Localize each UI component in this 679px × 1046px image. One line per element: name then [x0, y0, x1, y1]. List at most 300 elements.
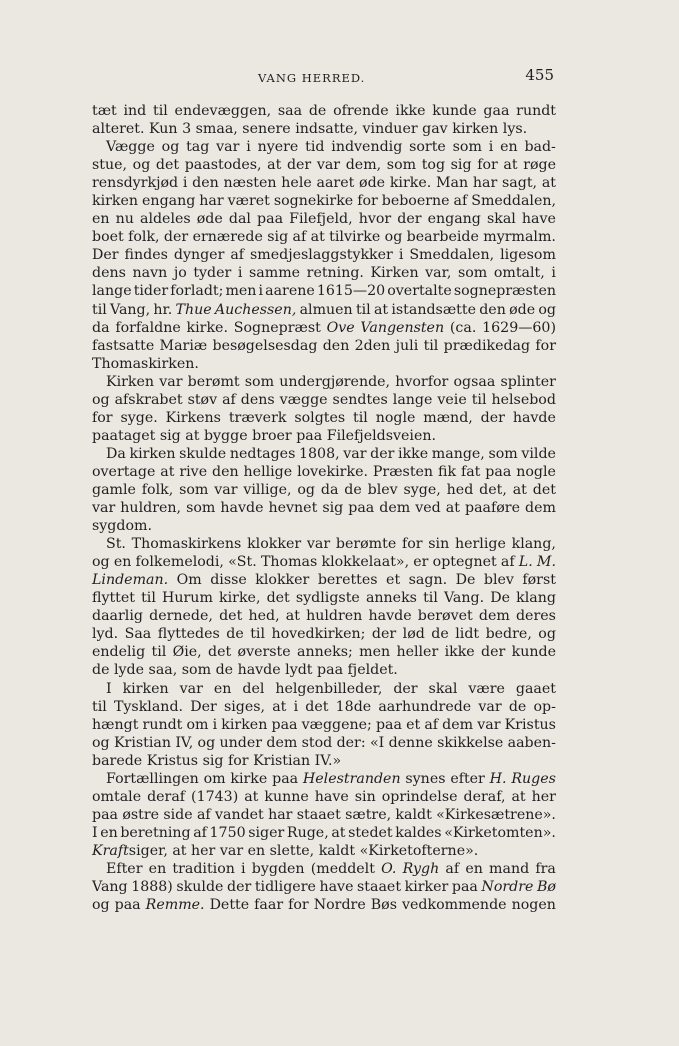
text-word: at [160, 463, 175, 480]
text-word: havde [368, 608, 412, 625]
text-word: været [227, 193, 270, 210]
text-line [92, 228, 556, 246]
text-word: kunde [511, 644, 556, 661]
text-word: Kirken [106, 373, 155, 390]
text-word: villige, [243, 481, 292, 498]
text-line [92, 246, 556, 264]
text-word: «Kirketofterne». [359, 842, 479, 859]
text-word: indsatte, [295, 121, 363, 138]
text-line [92, 102, 556, 120]
text-word: som [186, 500, 216, 517]
text-word: paa [317, 662, 348, 679]
text-line [92, 481, 556, 499]
running-title: VANG HERRED. [258, 71, 366, 85]
text-word: Dette [209, 897, 250, 914]
text-word: IV.» [314, 752, 342, 769]
text-word: slette, [269, 842, 319, 859]
text-word: tilvirke [329, 229, 381, 246]
text-word: rensdyrkjød [92, 175, 179, 192]
text-word: dens [240, 391, 275, 408]
text-word: «Kirkesætrene». [436, 806, 556, 823]
text-word: østre [122, 806, 160, 823]
text-word: og [538, 626, 556, 643]
text-word: helgenbilleder, [275, 680, 383, 697]
text-word: at [512, 481, 527, 498]
text-word: rundt [516, 103, 556, 119]
text-word: sig [159, 427, 186, 444]
text-word: for [535, 337, 556, 354]
body-text [92, 102, 556, 914]
text-word: lange [392, 391, 433, 408]
text-word: splinter [500, 373, 556, 390]
text-word: M. [536, 554, 556, 571]
text-word: de [508, 698, 527, 715]
text-word: omtalt, [493, 265, 545, 282]
text-line [92, 174, 556, 192]
text-word: at [285, 608, 300, 625]
text-word: dynger [173, 247, 225, 264]
text-line [92, 355, 556, 373]
text-word: en [500, 139, 518, 156]
text-word: træverk [228, 409, 287, 426]
text-word: en [148, 860, 167, 877]
text-word: Thomaskirkens [131, 536, 242, 553]
text-word: Kristian [253, 752, 315, 769]
text-word: Præsten [372, 463, 434, 480]
text-word: det, [479, 481, 507, 498]
text-word: de [344, 481, 362, 498]
text-line [92, 752, 556, 770]
text-word: var, [425, 265, 452, 282]
text-line [92, 661, 556, 679]
text-word: hængt [92, 716, 139, 733]
text-word: bedre, [485, 626, 532, 643]
text-word: ofrende [333, 103, 389, 119]
text-word: her [531, 788, 556, 805]
text-word: endevæggen, [174, 103, 272, 119]
text-word: at [503, 157, 518, 174]
text-word: H. [489, 770, 507, 787]
text-word: flyttet [92, 590, 135, 607]
text-word: øde [196, 211, 223, 228]
text-word: et [386, 572, 401, 589]
text-word: der [370, 445, 395, 462]
text-line [92, 770, 556, 788]
text-word: kirker [404, 879, 449, 896]
text-word: for [401, 536, 423, 553]
text-word: (1743) [191, 788, 239, 805]
text-word: kirken [129, 445, 176, 462]
text-word: paa [348, 500, 375, 517]
text-word: kirke. [389, 175, 432, 192]
text-word: paa [271, 716, 298, 733]
text-word: en [465, 860, 483, 877]
text-word: huldren [306, 608, 363, 625]
text-word: under [219, 734, 263, 751]
text-word: efter [450, 770, 485, 787]
text-word: som [452, 139, 482, 156]
text-word: Sognepræst [233, 319, 321, 336]
text-line [92, 337, 556, 355]
text-word: Tyskland. [113, 698, 184, 715]
text-word: sin [354, 788, 376, 805]
text-word: have [319, 879, 354, 896]
text-word: tæt [92, 103, 117, 119]
text-word: var [216, 139, 240, 156]
text-word: Kirkens [165, 409, 221, 426]
text-word: i [488, 139, 494, 156]
text-word: her [191, 842, 220, 859]
text-word: Kirken [370, 265, 419, 282]
text-line [92, 878, 556, 896]
text-word: var [159, 373, 183, 390]
text-word: 1888) [131, 879, 173, 896]
text-word: bygge [203, 427, 253, 444]
text-word: støv [187, 391, 218, 408]
text-word: da [320, 481, 339, 498]
text-word: folkemelodi, [135, 554, 224, 571]
text-word: helsebod [491, 391, 556, 408]
text-word: i [212, 716, 218, 733]
text-word: Lindeman. [92, 572, 169, 589]
text-word: til [423, 590, 438, 607]
text-word: tag [186, 139, 210, 156]
text-word: skal [486, 211, 516, 228]
text-word: ikke [444, 644, 475, 661]
text-word: bad- [524, 139, 556, 156]
text-word: være [468, 680, 505, 697]
text-word: som [244, 373, 275, 390]
text-word: Saa [124, 626, 152, 643]
text-line [92, 427, 556, 445]
text-word: St. [106, 536, 126, 553]
text-line [92, 860, 556, 878]
text-word: er [413, 554, 429, 571]
text-word: Nordre [313, 897, 366, 914]
text-word: den [192, 175, 219, 192]
text-word: Ruge, [286, 824, 329, 841]
text-word: først [522, 572, 556, 589]
text-word: til [353, 409, 368, 426]
text-word: af [424, 716, 439, 733]
text-line [92, 698, 556, 716]
text-word: Auchessen, [214, 301, 297, 318]
text-word: der [480, 409, 505, 426]
text-word: 3 [182, 121, 196, 138]
text-word: men [359, 644, 391, 661]
text-word: Om [176, 572, 202, 589]
text-word: sendtes [332, 391, 388, 408]
text-line [92, 625, 556, 643]
text-word: Bøs [370, 897, 397, 914]
text-word: paa [375, 716, 402, 733]
text-word: at [511, 788, 526, 805]
text-word: synes [405, 770, 446, 787]
text-word: Ove [326, 319, 355, 336]
text-word: faar [254, 897, 284, 914]
text-word: kirken [122, 680, 169, 697]
text-word: paa [92, 806, 118, 823]
text-word: tyder [193, 265, 232, 282]
text-word: Fortællingen [106, 770, 199, 787]
text-word: lovekirke. [297, 463, 368, 480]
text-word: besøgelsesdag [212, 337, 318, 354]
text-word: og [197, 734, 216, 751]
text-word: havde [512, 409, 556, 426]
text-word: tid [305, 139, 325, 156]
text-line [92, 716, 556, 734]
text-line [92, 282, 556, 300]
text-word: de [308, 103, 327, 119]
text-word: sygdom. [92, 518, 152, 535]
text-word: smaa, [195, 121, 243, 138]
text-word: var [316, 157, 341, 174]
text-word: sagt, [502, 175, 538, 192]
text-word: øde [509, 301, 536, 318]
text-word: var [306, 536, 331, 553]
text-word: barede [92, 752, 147, 769]
text-word: dernede, [149, 608, 213, 625]
text-word: den [212, 463, 239, 480]
text-word: af [230, 247, 245, 264]
text-word: til [423, 337, 439, 354]
text-word: da [92, 319, 110, 336]
text-line [92, 373, 556, 391]
text-word: Rygh [402, 860, 440, 877]
text-word: at [244, 788, 259, 805]
text-word: berømt [187, 373, 240, 390]
text-word: og [538, 301, 556, 318]
text-word: kirken [92, 193, 139, 210]
text-line [92, 824, 556, 842]
text-word: solgtes [294, 409, 346, 426]
text-word: og [161, 139, 180, 156]
text-word: paastodes, [184, 157, 262, 174]
text-word: berøvet [417, 608, 473, 625]
text-word: Helestranden [302, 770, 401, 787]
text-word: dal [228, 211, 251, 228]
text-word: syge, [403, 481, 441, 498]
text-word: ind [123, 103, 147, 119]
text-word: bearbeide [406, 229, 479, 246]
text-word: disse [210, 572, 247, 589]
text-word: (meddelt [310, 860, 375, 877]
text-line [92, 806, 556, 824]
text-word: kaldt [395, 806, 432, 823]
text-word: sagn. [408, 572, 448, 589]
text-word: der [397, 211, 422, 228]
text-word: retning. [306, 265, 364, 282]
text-word: ved [415, 500, 441, 517]
text-word: de [431, 626, 449, 643]
text-word: skikkelse [437, 734, 504, 751]
text-word: aaben- [507, 734, 556, 751]
text-word: stue, [92, 157, 128, 174]
text-word: alteret. [92, 121, 149, 138]
text-word: men [225, 283, 257, 300]
text-word: den [322, 337, 350, 354]
text-word: berømte [335, 536, 397, 553]
text-word: paaføre [465, 500, 520, 517]
text-word: nu [115, 211, 134, 228]
text-word: og [297, 481, 315, 498]
text-word: nedtages [229, 445, 296, 462]
text-word: aarhundrede [378, 698, 472, 715]
text-word: de [215, 662, 238, 679]
text-word: sorte [409, 139, 446, 156]
text-word: i [182, 175, 188, 192]
text-line [92, 445, 556, 463]
text-word: af [453, 193, 468, 210]
text-word: op- [533, 698, 556, 715]
text-word: til [92, 698, 107, 715]
text-word: i [241, 860, 246, 877]
text-word: øde [359, 175, 386, 192]
text-word: folk, [128, 229, 160, 246]
text-word: dens [92, 265, 126, 282]
text-word: en [92, 211, 110, 228]
text-word: «I [369, 734, 385, 751]
text-word: en [113, 554, 132, 571]
text-word: herlige [454, 536, 506, 553]
text-word: gaa [483, 103, 510, 119]
text-word: har [472, 175, 498, 192]
text-word: hovedkirken; [271, 626, 366, 643]
text-word: Filefjeld, [289, 211, 353, 228]
text-word: sig [450, 157, 472, 174]
text-word: have [314, 788, 349, 805]
text-word: var [214, 481, 238, 498]
text-word: Vægge [106, 139, 155, 156]
text-word: 2den [354, 337, 391, 354]
text-word: sig [322, 500, 344, 517]
text-word: og [384, 229, 403, 246]
text-word: dem [379, 500, 411, 517]
text-word: skulde [176, 879, 224, 896]
text-word: Nordre [481, 879, 534, 896]
text-word: lange [92, 283, 132, 300]
text-line [92, 571, 556, 589]
text-word: Der [92, 247, 119, 264]
text-word: til [92, 301, 107, 318]
text-word: siger [248, 824, 285, 841]
text-word: havde [220, 500, 264, 517]
text-word: de [226, 626, 244, 643]
text-word: af [500, 554, 515, 571]
text-word: paa [296, 427, 327, 444]
text-word: nogle [516, 463, 556, 480]
text-word: De [490, 590, 511, 607]
text-word: som [457, 265, 488, 282]
text-word: lidt [455, 626, 480, 643]
text-word: var [477, 716, 501, 733]
text-word: i [293, 698, 299, 715]
text-word: 18de [335, 698, 372, 715]
text-word: deraf [147, 788, 186, 805]
text-word: L. [518, 554, 533, 571]
text-word: fastsatte [92, 337, 155, 354]
text-word: boet [92, 229, 124, 246]
text-word: for [288, 897, 309, 914]
text-word: nogen [511, 897, 556, 914]
text-word: staaet [357, 879, 402, 896]
text-line [92, 517, 556, 535]
text-word: rive [179, 463, 208, 480]
text-word: hele [281, 175, 312, 192]
text-word: fat [460, 463, 481, 480]
text-word: overtalte [387, 283, 452, 300]
page-number: 455 [525, 66, 554, 84]
text-word: kirken [221, 716, 268, 733]
text-line [92, 842, 556, 860]
text-word: tog [421, 157, 446, 174]
text-word: har [199, 193, 224, 210]
text-word: omtale [92, 788, 142, 805]
text-word: det [305, 698, 329, 715]
text-word: lyde [114, 662, 149, 679]
text-word: optegnet [432, 554, 497, 571]
text-word: der [371, 626, 397, 643]
text-word: at [172, 842, 192, 859]
text-word: mange, [431, 445, 485, 462]
text-word: lys. [502, 121, 528, 138]
text-word: det [266, 590, 290, 607]
text-word: af [445, 860, 460, 877]
text-word: paa [257, 211, 284, 228]
text-word: og [92, 554, 110, 571]
text-word: og [92, 391, 110, 408]
text-word: 1629—60) [482, 319, 556, 336]
text-word: der: [336, 734, 366, 751]
text-word: Smeddalen, [409, 247, 495, 264]
text-word: som [488, 445, 518, 462]
text-word: lydt [285, 662, 318, 679]
text-word: dem [442, 716, 474, 733]
text-word: Efter [106, 860, 143, 877]
text-word: var [219, 842, 248, 859]
text-word: 1615—20 [316, 283, 386, 300]
text-word: om [186, 716, 209, 733]
text-word: lyd. [92, 626, 119, 643]
text-word: de [92, 662, 114, 679]
text-word: i [258, 283, 264, 300]
text-word: klokkelaat», [321, 554, 410, 571]
text-word: mand [489, 860, 530, 877]
text-word: paataget [92, 427, 160, 444]
text-word: kunne [264, 788, 309, 805]
text-word: rundt [142, 716, 183, 733]
text-word: (ca. [449, 319, 477, 336]
text-word: findes [124, 247, 168, 264]
text-word: jo [173, 265, 187, 282]
text-word: i [237, 265, 243, 282]
text-word: folk, [141, 481, 174, 498]
text-line [92, 210, 556, 228]
text-word: Remme. [145, 897, 205, 914]
text-word: senere [242, 121, 296, 138]
text-word: af [222, 391, 236, 408]
text-word: Kristian [113, 734, 171, 751]
text-word: beboerne [381, 193, 450, 210]
text-word: almuen [299, 301, 353, 318]
text-word: oprindelse [381, 788, 458, 805]
text-word: kaldes [395, 824, 442, 841]
text-word: hevnet [268, 500, 318, 517]
text-word: Vang [92, 879, 128, 896]
text-word: hed, [248, 608, 280, 625]
text-word: af [193, 824, 207, 841]
text-word: 1750 [209, 824, 246, 841]
